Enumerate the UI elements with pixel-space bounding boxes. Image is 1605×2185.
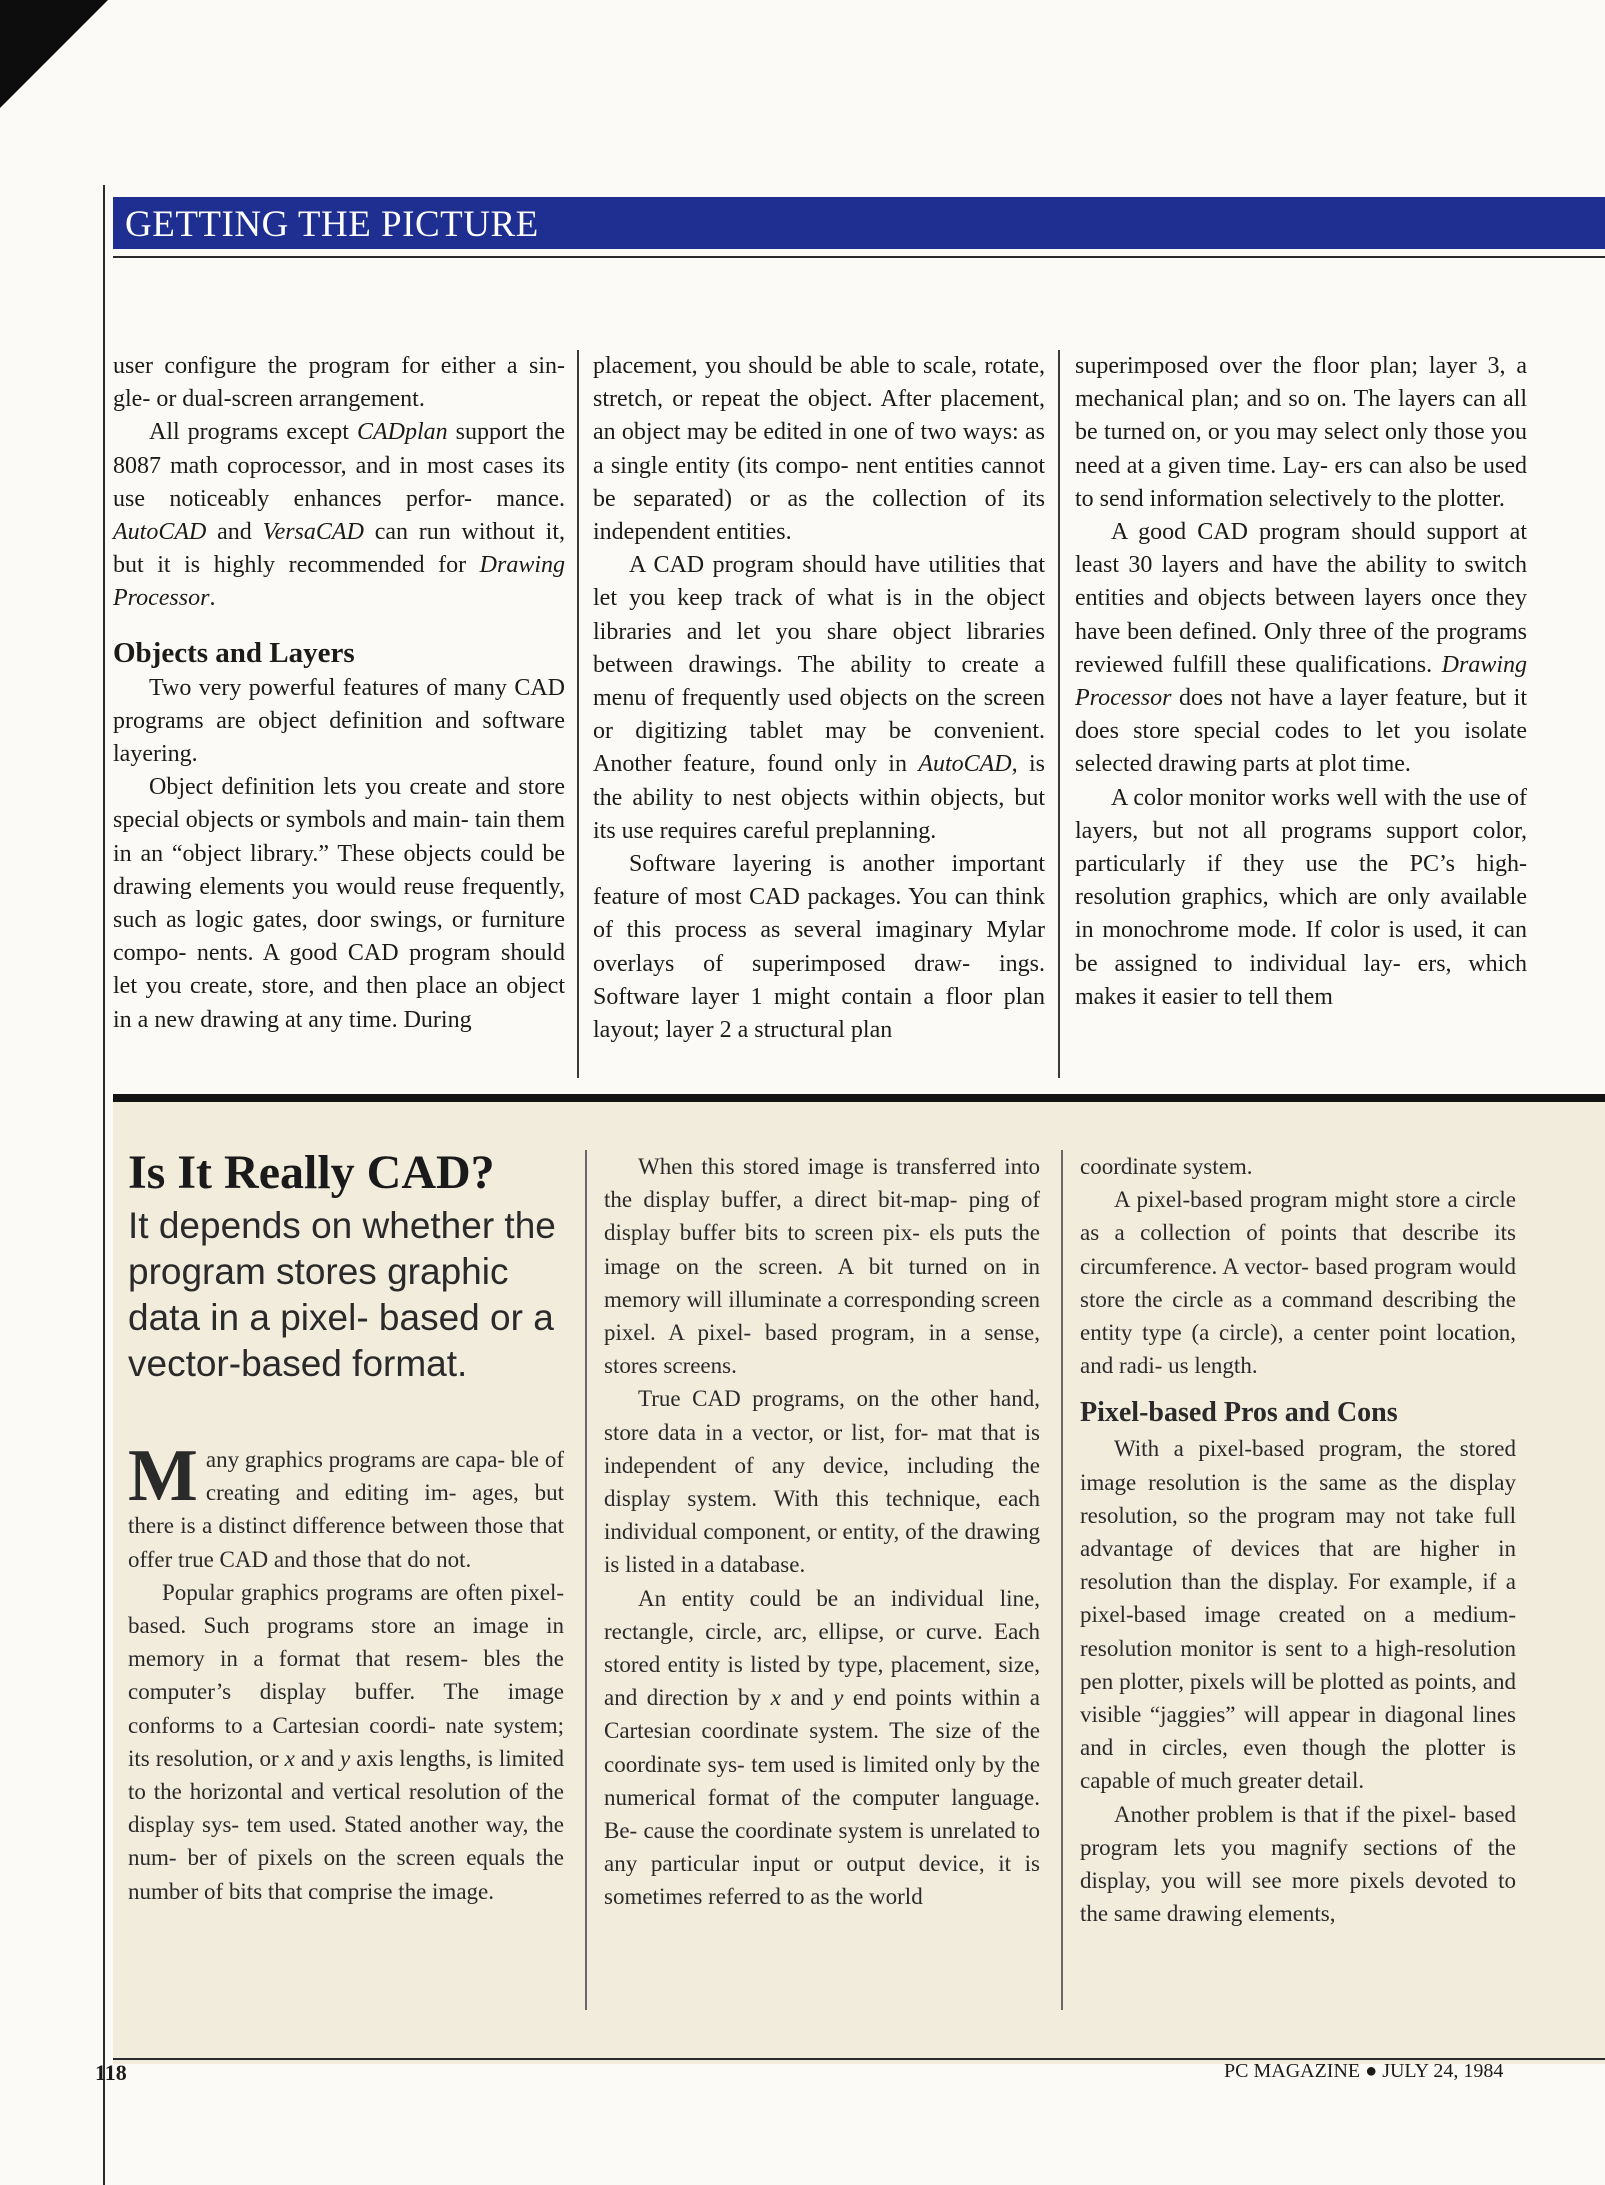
- section-title: GETTING THE PICTURE: [125, 204, 539, 245]
- column-divider: [1061, 1150, 1063, 2010]
- page-number: 118: [95, 2060, 127, 2085]
- paragraph: Another problem is that if the pixel- based program lets you magnify sections of the display, you will see more pixels devoted to the same drawing elements,: [1080, 1801, 1516, 1927]
- paragraph: Object definition lets you create and store special objects or symbols and main- tain them in an “object library.” These objects could be drawing elements you would reuse frequently, such as logic gates, door swings, or furniture compo- nents. A good CAD program should let you create, store, and then place an object in a new drawing at any time. During: [113, 774, 565, 1033]
- column-divider: [585, 1150, 587, 2010]
- page-left-rule: [103, 185, 105, 2185]
- paragraph: placement, you should be able to scale, rotate, stretch, or repeat the object. After placement, an object may be edited in one of two ways: as a single entity (its compo- nent entities cannot be separated) or as the collection of its independent entities.: [593, 353, 1045, 546]
- paragraph: With a pixel-based program, the stored image resolution is the same as the display resolution, so the program may not take full advantage of devices that are higher in resolution than the display. For example, if a pixel-based image created on a medium-resolution monitor is sent to a high-resolution pen plotter, pixels will be plotted as points, and visible “jaggies” will appear in diagonal lines and in circles, even though the plotter is capable of much greater detail.: [1080, 1436, 1516, 1794]
- article-column-1: [113, 350, 565, 1037]
- corner-crop-mark: [0, 0, 108, 108]
- sidebar-column-3: [1080, 1150, 1516, 1930]
- column-divider: [577, 350, 579, 1078]
- paragraph: Two very powerful features of many CAD programs are object definition and software layering.: [113, 674, 565, 768]
- paragraph: A color monitor works well with the use of layers, but not all programs support color, particularly if they use the PC’s high-resolution graphics, which are only available in monochrome mode. If color is used, it can be assigned to individual lay- ers, which makes it easier to tell them: [1075, 784, 1527, 1010]
- sidebar-deck: It depends on whether the program stores graphic data in a pixel- based or a vector-based format.: [128, 1205, 556, 1384]
- paragraph: When this stored image is transferred into the display buffer, a direct bit-map- ping of display buffer bits to screen pix- els puts the image on the screen. A bit turned on in memory will illuminate a corresponding screen pixel. A pixel- based program, in a sense, stores screens.: [604, 1154, 1040, 1379]
- publication-line: PC MAGAZINE ● JULY 24, 1984: [1224, 2060, 1504, 2082]
- paragraph: Many graphics programs are capa- ble of creating and editing im- ages, but there is a distinct difference between those that offer true CAD and those that do not.: [128, 1435, 564, 1572]
- paragraph: An entity could be an individual line, rectangle, circle, arc, ellipse, or curve. Each stored entity is listed by type, placement, size, and direction by x and y end points within a Cartesian coordinate system. The size of the coordinate sys- tem used is limited only by the numerical format of the computer language. Be- cause the coordinate system is unrelated to any particular input or output device, it is sometimes referred to as the world: [604, 1585, 1040, 1910]
- article-column-3: [1075, 350, 1527, 1014]
- column-divider: [1058, 350, 1060, 1078]
- paragraph: Popular graphics programs are often pixel-based. Such programs store an image in memory in a format that resem- bles the computer’s display buffer. The image conforms to a Cartesian coordi- nate system; its resolution, or x and y axis lengths, is limited to the horizontal and vertical resolution of the display sys- tem used. Stated another way, the num- ber of pixels on the screen equals the number of bits that comprise the image.: [128, 1579, 564, 1904]
- paragraph: True CAD programs, on the other hand, store data in a vector, or list, for- mat that is independent of any device, including the display system. With this technique, each individual component, or entity, of the drawing is listed in a database.: [604, 1386, 1040, 1578]
- paragraph: Software layering is another important feature of most CAD packages. You can think of this process as several imaginary Mylar overlays of superimposed draw- ings. Software layer 1 might contain a floor plan layout; layer 2 a structural plan: [593, 851, 1045, 1044]
- paragraph: A CAD program should have utilities that let you keep track of what is in the object libraries and let you share object libraries between drawings. The ability to create a menu of frequently used objects on the screen or digitizing tablet may be convenient. Another feature, found only in AutoCAD, is the ability to nest objects within objects, but its use requires careful preplanning.: [593, 552, 1045, 844]
- sidebar-column-1: [128, 1435, 564, 1908]
- paragraph: coordinate system.: [1080, 1154, 1253, 1179]
- paragraph: user configure the program for either a sin- gle- or dual-screen arrangement.: [113, 353, 565, 413]
- drop-cap: M: [128, 1435, 198, 1517]
- section-heading: Pixel-based Pros and Cons: [1080, 1397, 1398, 1429]
- section-header-bar: [113, 197, 1605, 249]
- paragraph: superimposed over the floor plan; layer 3, a mechanical plan; and so on. The layers can all be turned on, or you may select only those you need at a given time. Lay- ers can also be used to send information selectively to the plotter.: [1075, 353, 1527, 512]
- paragraph: A good CAD program should support at least 30 layers and have the ability to switch entities and objects between layers once they have been defined. Only three of the programs reviewed fulfill these qualifications. Drawing Processor does not have a layer feature, but it does store special codes to let you isolate selected drawing parts at plot time.: [1075, 519, 1527, 778]
- sidebar-column-2: [604, 1150, 1040, 1914]
- paragraph: A pixel-based program might store a circle as a collection of points that describe its circumference. A vector- based program would store the circle as a command describing the entity type (a circle), a center point location, and radi- us length.: [1080, 1187, 1516, 1379]
- section-heading: Objects and Layers: [113, 636, 355, 669]
- paragraph: All programs except CADplan support the 8087 math coprocessor, and in most cases its use noticeably enhances perfor- mance. AutoCAD and VersaCAD can run without it, but it is highly recommended for Drawing Processor.: [113, 419, 566, 612]
- header-divider: [113, 256, 1605, 258]
- sidebar-title: Is It Really CAD?: [128, 1146, 495, 1199]
- article-column-2: [593, 350, 1045, 1047]
